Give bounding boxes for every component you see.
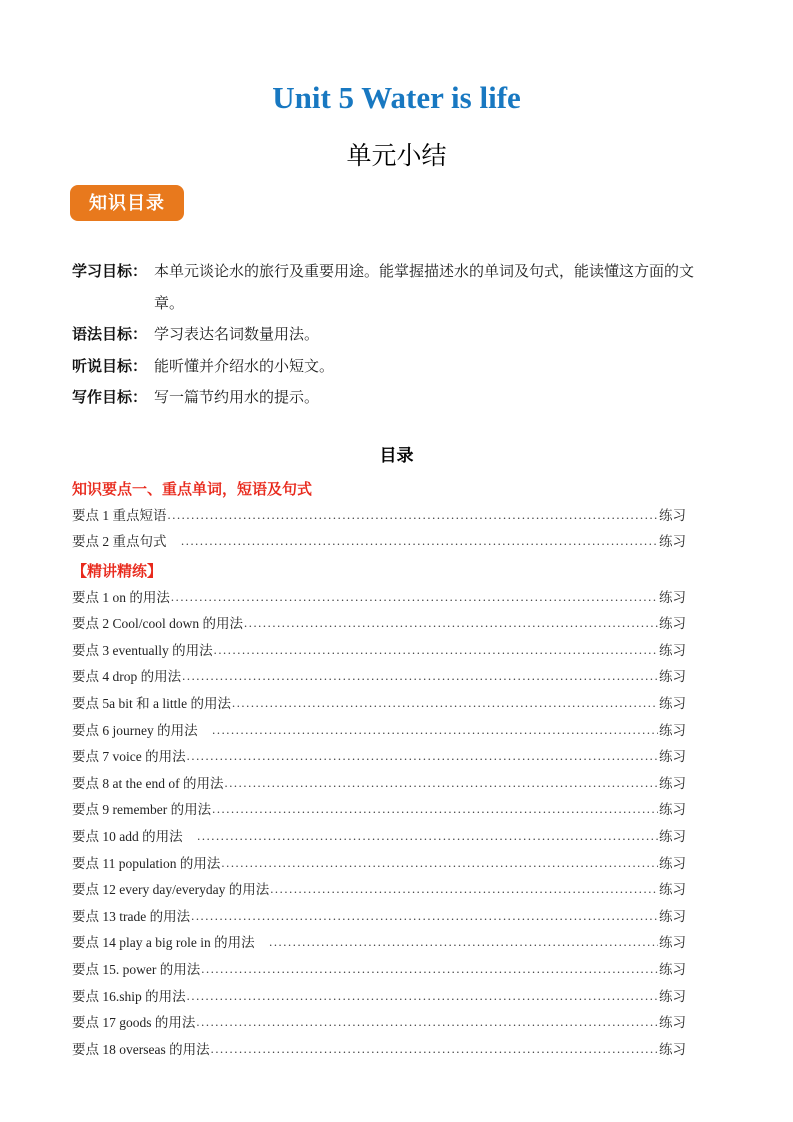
dot-leader <box>191 908 658 924</box>
practice-link[interactable]: 练习 <box>659 988 686 1004</box>
toc-entry-label: 要点 12 every day/everyday 的用法 <box>72 882 270 898</box>
toc-section2-list <box>72 586 686 1065</box>
toc-entry-label: 要点 2 重点句式 <box>72 534 180 550</box>
toc-row <box>72 719 686 746</box>
dot-leader <box>221 855 658 871</box>
objective-item <box>72 320 721 352</box>
toc-entry-label: 要点 14 play a big role in 的用法 <box>72 935 269 951</box>
toc-row <box>72 825 686 852</box>
toc-entry-label: 要点 8 at the end of 的用法 <box>72 775 224 791</box>
practice-link[interactable]: 练习 <box>659 696 686 712</box>
toc-row <box>72 612 686 639</box>
practice-link[interactable]: 练习 <box>659 935 686 951</box>
dot-leader <box>187 748 658 764</box>
toc-entry-label: 要点 7 voice 的用法 <box>72 749 186 765</box>
toc-row <box>72 504 686 531</box>
toc-row <box>72 639 686 666</box>
toc-row <box>72 1038 686 1065</box>
toc-entry-label: 要点 6 journey 的用法 <box>72 722 212 738</box>
page-title: Unit 5 Water is life <box>272 80 521 115</box>
practice-link[interactable]: 练习 <box>659 882 686 898</box>
objectives-list <box>72 257 721 415</box>
practice-link[interactable]: 练习 <box>659 616 686 632</box>
dot-leader <box>168 507 659 523</box>
practice-link[interactable]: 练习 <box>659 829 686 845</box>
toc-row <box>72 958 686 985</box>
practice-link[interactable]: 练习 <box>659 507 686 523</box>
dot-leader <box>171 589 658 605</box>
dot-leader <box>244 615 658 631</box>
toc-section1-list <box>72 504 686 557</box>
objective-text: 本单元谈论水的旅行及重要用途。能掌握描述水的单词及句式，能读懂这方面的文章。 <box>154 264 695 312</box>
dot-leader <box>182 668 658 684</box>
objective-text: 写一篇节约用水的提示。 <box>154 390 320 406</box>
dot-leader <box>212 801 658 817</box>
toc-row <box>72 878 686 905</box>
practice-link[interactable]: 练习 <box>659 962 686 977</box>
dot-leader <box>197 828 658 844</box>
practice-link[interactable]: 练习 <box>659 589 686 605</box>
toc-row <box>72 985 686 1012</box>
toc-entry-label: 要点 18 overseas 的用法 <box>72 1041 210 1057</box>
objective-item <box>72 257 721 320</box>
toc-row <box>72 745 686 772</box>
practice-link[interactable]: 练习 <box>659 642 686 658</box>
practice-link[interactable]: 练习 <box>659 855 686 871</box>
objective-label: 写作目标： <box>72 390 148 406</box>
toc-entry-label: 要点 1 on 的用法 <box>72 589 170 605</box>
toc-row <box>72 852 686 879</box>
table-of-contents <box>72 476 686 1065</box>
practice-link[interactable]: 练习 <box>659 722 686 738</box>
objective-text: 学习表达名词数量用法。 <box>154 327 320 343</box>
knowledge-catalog-badge: 知识目录 <box>70 185 184 221</box>
toc-entry-label: 要点 2 Cool/cool down 的用法 <box>72 616 243 632</box>
toc-entry-label: 要点 16.ship 的用法 <box>72 988 186 1004</box>
dot-leader <box>224 775 658 791</box>
practice-link[interactable]: 练习 <box>659 749 686 765</box>
practice-link[interactable]: 练习 <box>659 534 686 550</box>
objective-label: 语法目标： <box>72 327 148 343</box>
dot-leader <box>201 961 658 977</box>
practice-link[interactable]: 练习 <box>659 908 686 924</box>
objective-label: 听说目标： <box>72 358 148 375</box>
toc-row <box>72 530 686 557</box>
toc-row <box>72 798 686 825</box>
objective-label: 学习目标： <box>72 264 148 280</box>
dot-leader <box>270 881 658 897</box>
toc-entry-label: 要点 5a bit 和 a little 的用法 <box>72 696 231 712</box>
toc-entry-label: 要点 17 goods 的用法 <box>72 1015 196 1031</box>
dot-leader <box>232 695 658 711</box>
dot-leader <box>212 722 658 738</box>
dot-leader <box>211 1041 658 1057</box>
toc-row <box>72 772 686 799</box>
practice-link[interactable]: 练习 <box>659 802 686 818</box>
toc-row <box>72 665 686 692</box>
toc-entry-label: 要点 15. power 的用法 <box>72 962 201 977</box>
toc-entry-label: 要点 1 重点短语 <box>72 507 167 523</box>
toc-entry-label: 要点 13 trade 的用法 <box>72 908 191 924</box>
toc-row <box>72 586 686 613</box>
dot-leader <box>187 988 658 1004</box>
toc-row <box>72 905 686 932</box>
toc-section2-title: 【精讲精练】 <box>72 563 163 580</box>
objective-item <box>72 383 721 415</box>
toc-entry-label: 要点 9 remember 的用法 <box>72 802 212 818</box>
practice-link[interactable]: 练习 <box>659 669 686 685</box>
toc-row <box>72 1011 686 1038</box>
dot-leader <box>196 1014 658 1030</box>
page-subtitle: 单元小结 <box>346 143 447 170</box>
dot-leader <box>269 934 658 950</box>
practice-link[interactable]: 练习 <box>659 1015 686 1031</box>
dot-leader <box>214 642 658 658</box>
objective-item <box>72 352 721 384</box>
toc-section1-title: 知识要点一、重点单词，短语及句式 <box>72 481 313 498</box>
objective-text: 能听懂并介绍水的小短文。 <box>154 358 335 375</box>
toc-entry-label: 要点 11 population 的用法 <box>72 855 221 871</box>
practice-link[interactable]: 练习 <box>659 775 686 791</box>
toc-heading: 目录 <box>379 445 414 465</box>
toc-entry-label: 要点 4 drop 的用法 <box>72 669 182 685</box>
toc-entry-label: 要点 10 add 的用法 <box>72 829 197 845</box>
toc-row <box>72 692 686 719</box>
practice-link[interactable]: 练习 <box>659 1041 686 1057</box>
toc-entry-label: 要点 3 eventually 的用法 <box>72 642 213 658</box>
dot-leader <box>181 533 658 549</box>
toc-row <box>72 931 686 958</box>
